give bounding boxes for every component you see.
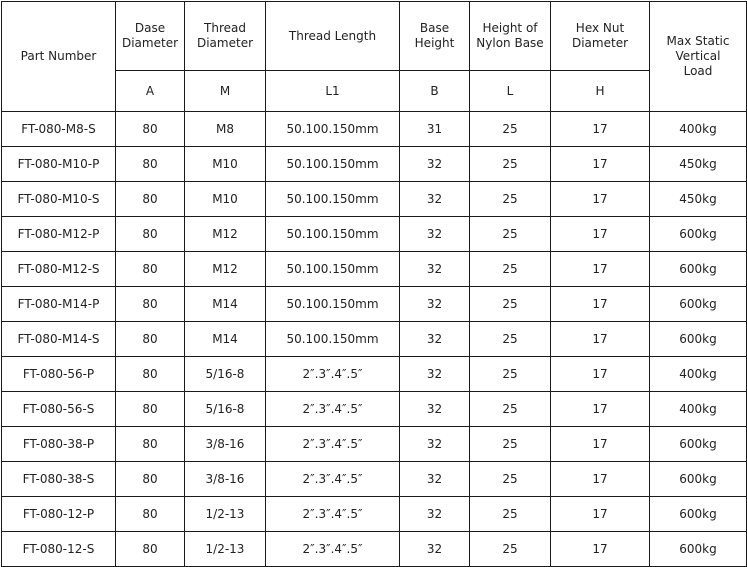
nylon-base-height-cell: 25 <box>470 462 551 497</box>
hex-nut-diameter-cell: 17 <box>551 147 650 182</box>
base-height-cell: 32 <box>400 392 470 427</box>
thread-length-cell: 50.100.150mm <box>266 252 400 287</box>
hex-nut-diameter-cell: 17 <box>551 182 650 217</box>
table-row <box>2 497 747 532</box>
table-row <box>2 147 747 182</box>
thread-length-cell: 2″.3″.4″.5″ <box>266 497 400 532</box>
nylon-base-height-cell: 25 <box>470 427 551 462</box>
base-diameter-cell: 80 <box>116 532 185 567</box>
thread-diameter-cell: M12 <box>185 217 266 252</box>
max-load-cell: 450kg <box>650 147 747 182</box>
thread-length-cell: 50.100.150mm <box>266 322 400 357</box>
thread-diameter-cell: M14 <box>185 322 266 357</box>
thread-length-cell: 50.100.150mm <box>266 147 400 182</box>
nylon-base-height-cell: 25 <box>470 497 551 532</box>
thread-diameter-cell: M14 <box>185 287 266 322</box>
thread-length-cell: 2″.3″.4″.5″ <box>266 427 400 462</box>
part-number-cell: FT-080-38-S <box>2 462 116 497</box>
base-diameter-cell: 80 <box>116 182 185 217</box>
part-number-cell: FT-080-38-P <box>2 427 116 462</box>
hex-nut-diameter-cell: 17 <box>551 392 650 427</box>
header-row <box>2 2 747 71</box>
base-height-cell: 32 <box>400 357 470 392</box>
hex-nut-diameter-cell: 17 <box>551 427 650 462</box>
symbol-thread-diameter: M <box>185 71 266 112</box>
table-row <box>2 112 747 147</box>
base-diameter-cell: 80 <box>116 427 185 462</box>
thread-length-cell: 2″.3″.4″.5″ <box>266 357 400 392</box>
thread-diameter-cell: M12 <box>185 252 266 287</box>
thread-diameter-cell: 5/16-8 <box>185 392 266 427</box>
base-diameter-cell: 80 <box>116 147 185 182</box>
max-load-cell: 600kg <box>650 287 747 322</box>
max-load-cell: 600kg <box>650 462 747 497</box>
part-number-cell: FT-080-M10-S <box>2 182 116 217</box>
header-thread-diameter: Thread Diameter <box>185 2 266 71</box>
thread-diameter-cell: 5/16-8 <box>185 357 266 392</box>
thread-diameter-cell: 3/8-16 <box>185 462 266 497</box>
part-number-cell: FT-080-M12-S <box>2 252 116 287</box>
hex-nut-diameter-cell: 17 <box>551 252 650 287</box>
symbol-hex-nut-diameter: H <box>551 71 650 112</box>
hex-nut-diameter-cell: 17 <box>551 497 650 532</box>
nylon-base-height-cell: 25 <box>470 252 551 287</box>
thread-diameter-cell: 1/2-13 <box>185 497 266 532</box>
hex-nut-diameter-cell: 17 <box>551 462 650 497</box>
part-number-cell: FT-080-12-S <box>2 532 116 567</box>
table-row <box>2 462 747 497</box>
hex-nut-diameter-cell: 17 <box>551 112 650 147</box>
part-number-cell: FT-080-56-S <box>2 392 116 427</box>
hex-nut-diameter-cell: 17 <box>551 217 650 252</box>
base-diameter-cell: 80 <box>116 287 185 322</box>
header-base-height: Base Height <box>400 2 470 71</box>
base-height-cell: 32 <box>400 497 470 532</box>
base-diameter-cell: 80 <box>116 252 185 287</box>
base-height-cell: 32 <box>400 462 470 497</box>
symbol-base-height: B <box>400 71 470 112</box>
symbol-nylon-base-height: L <box>470 71 551 112</box>
nylon-base-height-cell: 25 <box>470 217 551 252</box>
base-height-cell: 32 <box>400 217 470 252</box>
table-row <box>2 287 747 322</box>
nylon-base-height-cell: 25 <box>470 322 551 357</box>
symbol-thread-length: L1 <box>266 71 400 112</box>
base-diameter-cell: 80 <box>116 462 185 497</box>
hex-nut-diameter-cell: 17 <box>551 322 650 357</box>
part-number-cell: FT-080-M14-S <box>2 322 116 357</box>
hex-nut-diameter-cell: 17 <box>551 357 650 392</box>
nylon-base-height-cell: 25 <box>470 287 551 322</box>
max-load-cell: 600kg <box>650 322 747 357</box>
thread-diameter-cell: 1/2-13 <box>185 532 266 567</box>
thread-length-cell: 2″.3″.4″.5″ <box>266 462 400 497</box>
header-max-load: Max Static Vertical Load <box>650 2 747 112</box>
thread-diameter-cell: M8 <box>185 112 266 147</box>
base-height-cell: 32 <box>400 287 470 322</box>
base-diameter-cell: 80 <box>116 322 185 357</box>
table-body <box>2 112 747 567</box>
hex-nut-diameter-cell: 17 <box>551 532 650 567</box>
nylon-base-height-cell: 25 <box>470 182 551 217</box>
max-load-cell: 600kg <box>650 497 747 532</box>
table-row <box>2 357 747 392</box>
nylon-base-height-cell: 25 <box>470 532 551 567</box>
thread-diameter-cell: 3/8-16 <box>185 427 266 462</box>
base-diameter-cell: 80 <box>116 112 185 147</box>
thread-diameter-cell: M10 <box>185 147 266 182</box>
header-nylon-base-height: Height of Nylon Base <box>470 2 551 71</box>
table-header <box>2 2 747 112</box>
table-row <box>2 217 747 252</box>
thread-length-cell: 50.100.150mm <box>266 182 400 217</box>
table-row <box>2 182 747 217</box>
max-load-cell: 600kg <box>650 427 747 462</box>
base-height-cell: 32 <box>400 427 470 462</box>
base-height-cell: 31 <box>400 112 470 147</box>
thread-diameter-cell: M10 <box>185 182 266 217</box>
nylon-base-height-cell: 25 <box>470 357 551 392</box>
specification-table <box>1 1 747 567</box>
table-row <box>2 392 747 427</box>
max-load-cell: 600kg <box>650 532 747 567</box>
table-row <box>2 322 747 357</box>
symbol-base-diameter: A <box>116 71 185 112</box>
max-load-cell: 450kg <box>650 182 747 217</box>
max-load-cell: 400kg <box>650 112 747 147</box>
max-load-cell: 400kg <box>650 392 747 427</box>
table-row <box>2 252 747 287</box>
nylon-base-height-cell: 25 <box>470 392 551 427</box>
part-number-cell: FT-080-M12-P <box>2 217 116 252</box>
thread-length-cell: 50.100.150mm <box>266 287 400 322</box>
nylon-base-height-cell: 25 <box>470 112 551 147</box>
thread-length-cell: 50.100.150mm <box>266 112 400 147</box>
base-diameter-cell: 80 <box>116 497 185 532</box>
table-row <box>2 427 747 462</box>
base-diameter-cell: 80 <box>116 392 185 427</box>
max-load-cell: 400kg <box>650 357 747 392</box>
base-height-cell: 32 <box>400 322 470 357</box>
header-part-number: Part Number <box>2 2 116 112</box>
thread-length-cell: 2″.3″.4″.5″ <box>266 532 400 567</box>
base-height-cell: 32 <box>400 147 470 182</box>
thread-length-cell: 2″.3″.4″.5″ <box>266 392 400 427</box>
header-base-diameter: Dase Diameter <box>116 2 185 71</box>
part-number-cell: FT-080-M10-P <box>2 147 116 182</box>
header-thread-length: Thread Length <box>266 2 400 71</box>
hex-nut-diameter-cell: 17 <box>551 287 650 322</box>
max-load-cell: 600kg <box>650 252 747 287</box>
header-hex-nut-diameter: Hex Nut Diameter <box>551 2 650 71</box>
base-height-cell: 32 <box>400 532 470 567</box>
part-number-cell: FT-080-12-P <box>2 497 116 532</box>
thread-length-cell: 50.100.150mm <box>266 217 400 252</box>
part-number-cell: FT-080-M14-P <box>2 287 116 322</box>
base-height-cell: 32 <box>400 252 470 287</box>
base-height-cell: 32 <box>400 182 470 217</box>
max-load-cell: 600kg <box>650 217 747 252</box>
table-row <box>2 532 747 567</box>
part-number-cell: FT-080-56-P <box>2 357 116 392</box>
part-number-cell: FT-080-M8-S <box>2 112 116 147</box>
base-diameter-cell: 80 <box>116 217 185 252</box>
base-diameter-cell: 80 <box>116 357 185 392</box>
nylon-base-height-cell: 25 <box>470 147 551 182</box>
